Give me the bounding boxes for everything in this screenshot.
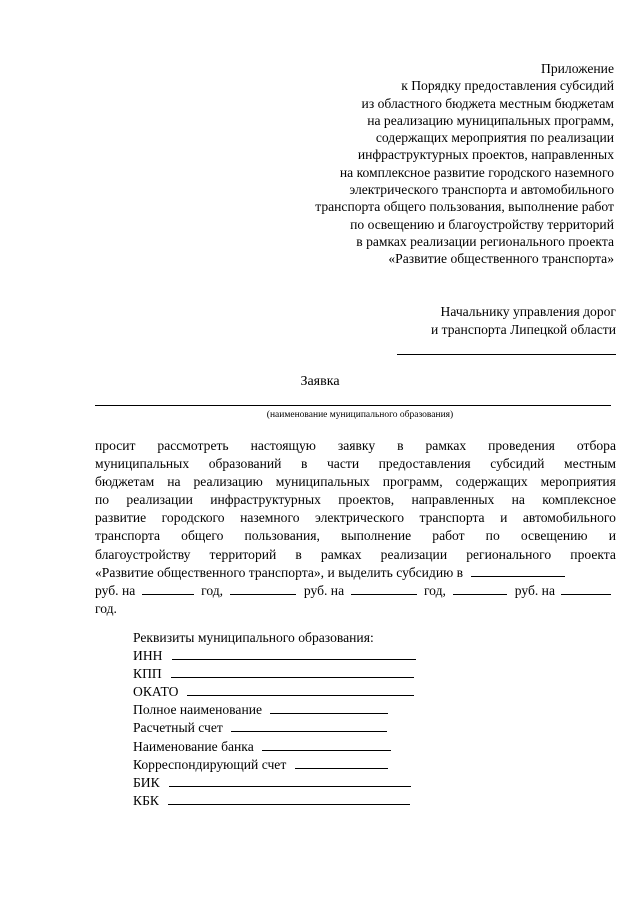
requisite-row-full-name: Полное наименование (133, 701, 416, 719)
inn-field[interactable] (172, 647, 416, 660)
kpp-field[interactable] (171, 665, 414, 678)
body-line: развитие городского наземного электрического транспорта и автомобильного (95, 510, 616, 526)
appendix-line: к Порядку предоставления субсидий (401, 78, 614, 94)
requisite-row-corr-account: Корреспондирующий счет (133, 756, 416, 774)
kbk-field[interactable] (168, 792, 410, 805)
appendix-line: на реализацию муниципальных программ, (367, 112, 614, 128)
year2-blank[interactable] (351, 582, 417, 595)
amount2-blank[interactable] (230, 582, 296, 595)
requisite-row-kbk: КБК (133, 792, 416, 810)
account-field[interactable] (231, 719, 387, 732)
subsidy-total-blank[interactable] (471, 564, 565, 577)
appendix-line: содержащих мероприятия по реализации (375, 130, 614, 146)
body-line: бюджетам на реализацию муниципальных программ, содержащих мероприятия (95, 474, 616, 490)
requisite-row-account: Расчетный счет (133, 719, 416, 737)
requisites-title: Реквизиты муниципального образования: (133, 630, 374, 645)
addressee-block (431, 303, 616, 339)
corr-account-field[interactable] (295, 756, 388, 769)
requisites-block (133, 629, 416, 810)
body-line: муниципальных образований в части предоставления субсидий местным (95, 456, 616, 472)
full-name-field[interactable] (270, 701, 388, 714)
body-line: руб. на год, руб. на год, руб. на (95, 582, 616, 600)
body-line: год. (95, 600, 117, 616)
requisite-row-kpp: КПП (133, 665, 416, 683)
appendix-line: по освещению и благоустройству территорий (350, 216, 614, 232)
body-line: транспорта общего пользования, выполнение работ по освещению и (95, 528, 616, 544)
municipality-name-line[interactable] (95, 405, 611, 406)
addressee-line: и транспорта Липецкой области (430, 322, 616, 337)
okato-field[interactable] (187, 683, 414, 696)
appendix-line: электрического транспорта и автомобильного (349, 182, 614, 198)
bank-field[interactable] (262, 738, 391, 751)
appendix-line: Приложение (541, 61, 614, 76)
appendix-line: из областного бюджета местным бюджетам (361, 95, 614, 111)
document-title: Заявка (300, 374, 340, 389)
body-line: по реализации инфраструктурных проектов, направленных на комплексное (95, 492, 616, 508)
application-body (95, 437, 616, 618)
appendix-header (315, 60, 614, 268)
municipality-name-caption: (наименование муниципального образования) (266, 410, 454, 420)
addressee-line: Начальнику управления дорог (440, 304, 616, 319)
appendix-line: транспорта общего пользования, выполнение работ (315, 199, 614, 215)
year3-blank[interactable] (561, 582, 611, 595)
requisite-row-bank: Наименование банка (133, 738, 416, 756)
appendix-line: на комплексное развитие городского наземного (339, 164, 614, 180)
requisite-row-okato: ОКАТО (133, 683, 416, 701)
body-line: благоустройству территорий в рамках реализации регионального проекта (95, 546, 616, 562)
bik-field[interactable] (169, 774, 411, 787)
requisite-row-bik: БИК (133, 774, 416, 792)
amount3-blank[interactable] (453, 582, 507, 595)
appendix-line: «Развитие общественного транспорта» (388, 251, 614, 267)
addressee-signature-line[interactable] (397, 354, 616, 355)
appendix-line: в рамках реализации регионального проекта (356, 233, 614, 249)
year1-blank[interactable] (142, 582, 194, 595)
body-line: просит рассмотреть настоящую заявку в рамках проведения отбора (95, 438, 616, 453)
appendix-line: инфраструктурных проектов, направленных (357, 147, 614, 163)
body-line: «Развитие общественного транспорта», и выделить субсидию в (95, 564, 616, 582)
requisite-row-inn: ИНН (133, 647, 416, 665)
